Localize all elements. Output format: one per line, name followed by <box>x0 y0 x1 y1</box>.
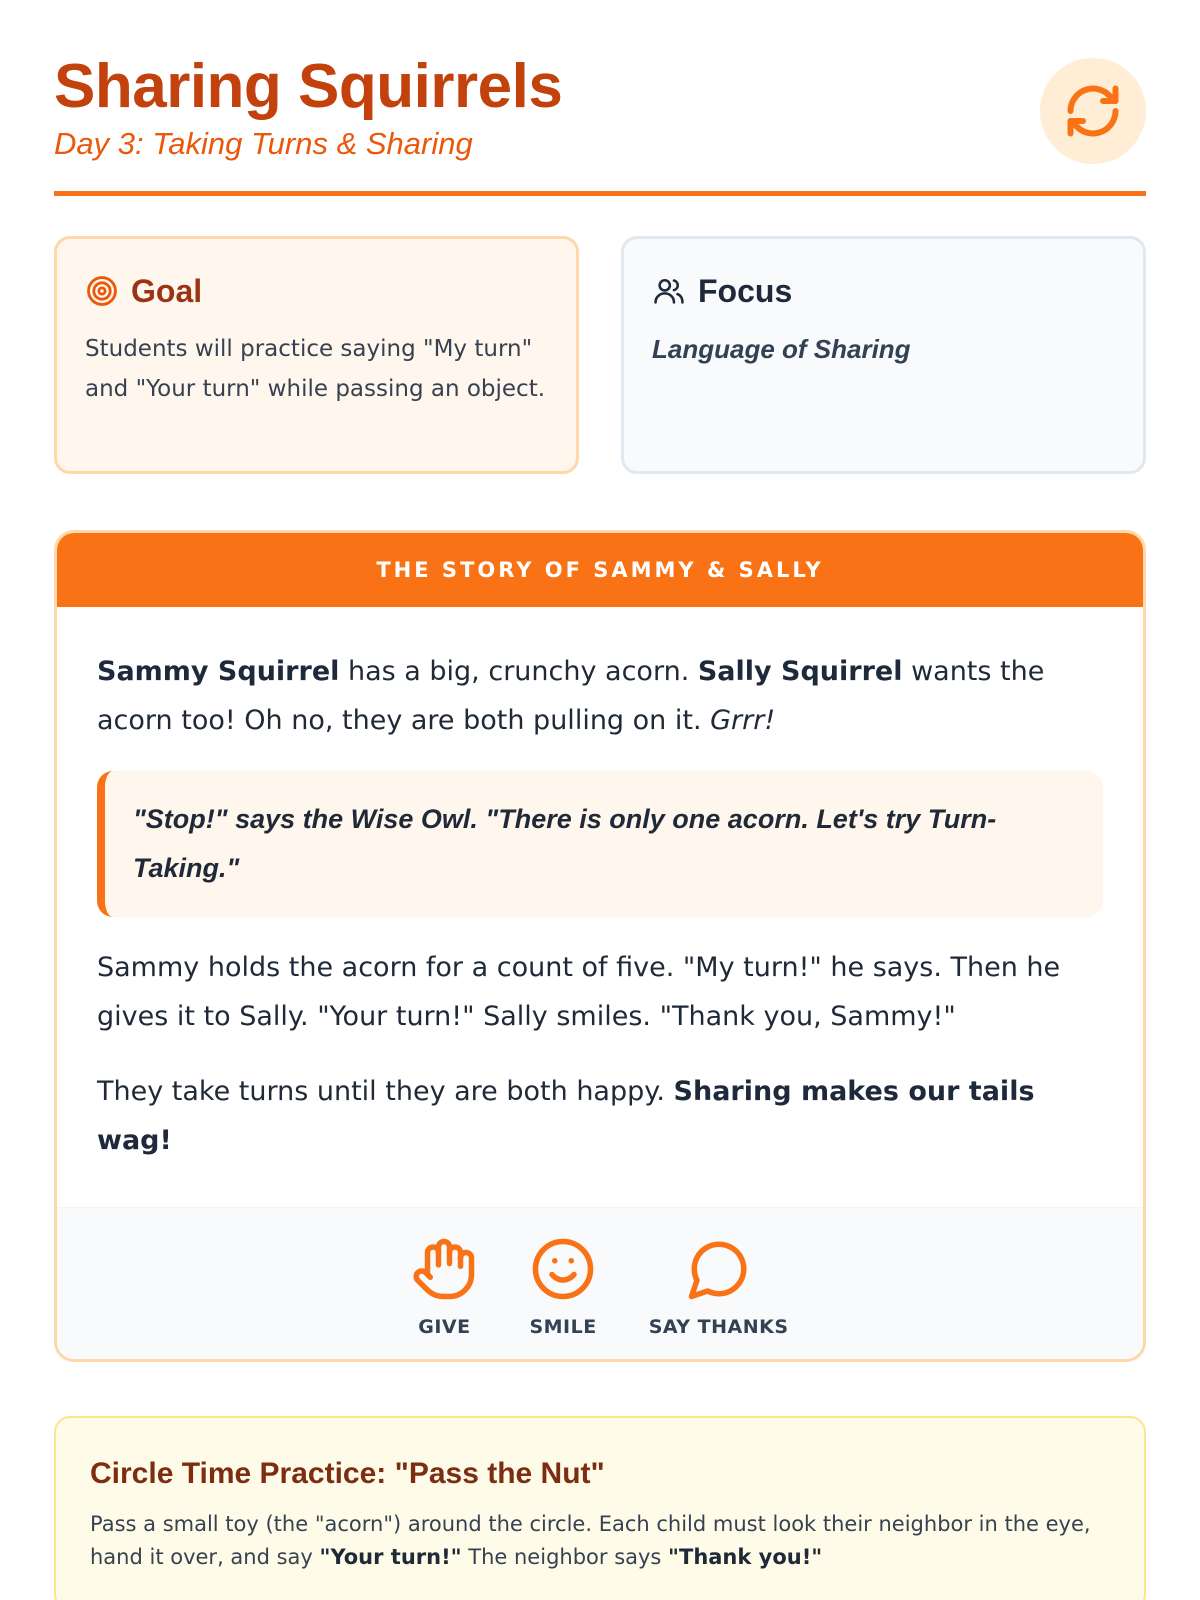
action-smile-label: SMILE <box>529 1316 597 1338</box>
refresh-icon <box>1063 81 1123 141</box>
action-say-thanks-label: SAY THANKS <box>648 1316 789 1338</box>
page-subtitle: Day 3: Taking Turns & Sharing <box>54 126 473 161</box>
hand-icon <box>411 1236 477 1302</box>
focus-card <box>621 236 1146 474</box>
story-paragraph-1 <box>97 647 1103 745</box>
users-icon <box>652 274 686 308</box>
story-heading: THE STORY OF SAMMY & SALLY <box>57 533 1143 607</box>
target-icon <box>85 274 119 308</box>
story-text: has a big, crunchy acorn. <box>339 656 698 687</box>
quote-text: "Stop!" says the Wise Owl. "There is only one acorn. Let's try <box>133 804 928 834</box>
practice-phrase-thank-you: "Thank you!" <box>668 1545 823 1569</box>
goal-card-header <box>85 269 548 313</box>
practice-phrase-your-turn: "Your turn!" <box>319 1545 462 1569</box>
focus-card-header <box>652 269 1115 313</box>
practice-title: Circle Time Practice: "Pass the Nut" <box>90 1457 605 1490</box>
action-give-label: GIVE <box>418 1316 471 1338</box>
focus-title: Focus <box>698 272 793 309</box>
action-say-thanks[interactable] <box>649 1236 789 1338</box>
story-text: They take turns until they are both happy. <box>97 1076 674 1107</box>
action-give[interactable] <box>411 1236 477 1338</box>
header <box>54 54 1146 196</box>
story-panel <box>54 530 1146 1362</box>
goal-card <box>54 236 579 474</box>
story-paragraph-3 <box>97 1067 1103 1165</box>
story-name-sammy: Sammy Squirrel <box>97 656 340 687</box>
practice-box <box>54 1416 1146 1600</box>
practice-text-part: Pass a small toy (the "acorn") around the circle. Each child must look their neighbor in the eye, hand it over, and say <box>90 1512 1091 1569</box>
smile-icon <box>530 1236 596 1302</box>
quote-emphasis: Turn-Taking. <box>133 804 997 883</box>
info-cards <box>54 236 1146 474</box>
action-smile[interactable] <box>529 1236 596 1338</box>
story-name-sally: Sally Squirrel <box>697 656 903 687</box>
story-actions <box>57 1207 1143 1359</box>
refresh-button[interactable] <box>1040 58 1146 164</box>
story-sound: Grrr! <box>710 705 776 736</box>
goal-text: Students will practice saying "My turn" and "Your turn" while passing an object. <box>85 336 546 402</box>
story-paragraph-2: Sammy holds the acorn for a count of five. "My turn!" he says. Then he gives it to Sally. "Your turn!" Sally smiles. "Thank you, Sammy!" <box>97 952 1061 1032</box>
practice-text <box>90 1508 1110 1574</box>
story-moral: Sharing makes our tails wag! <box>97 1076 1035 1156</box>
focus-text: Language of Sharing <box>652 334 911 364</box>
practice-text-part: The neighbor says <box>461 1545 669 1569</box>
goal-title: Goal <box>131 272 203 309</box>
story-text: wants the acorn too! Oh no, they are both pulling on it. <box>97 656 1045 736</box>
owl-quote <box>97 771 1103 917</box>
quote-end: " <box>226 853 240 883</box>
story-body <box>57 607 1143 1207</box>
speech-bubble-icon <box>686 1236 752 1302</box>
page-title: Sharing Squirrels <box>54 52 563 121</box>
